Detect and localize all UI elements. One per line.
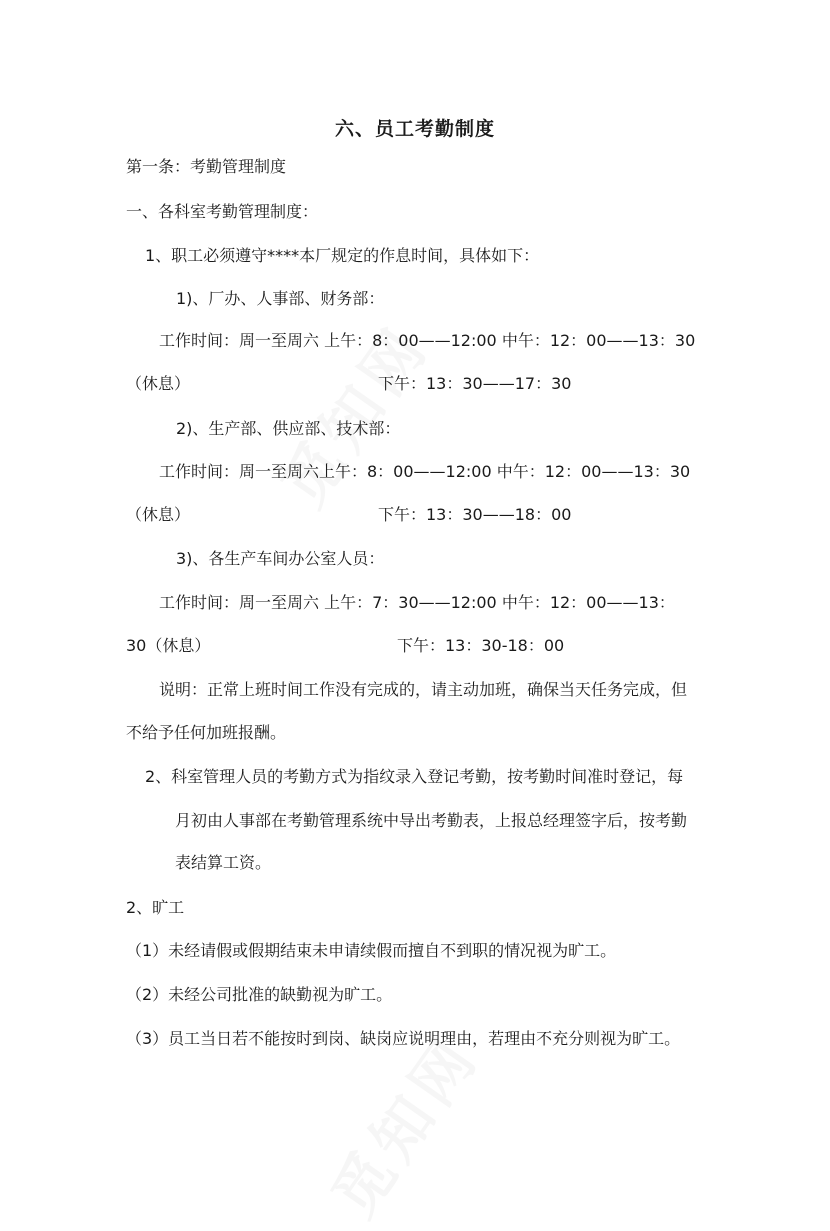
item-1: 1、职工必须遵守****本厂规定的作息时间，具体如下： [145,246,540,265]
dept2-hours: 工作时间：周一至周六上午：8：00——12:00 中午：12：00——13：30 [159,462,691,481]
absence-rule-2: （2）未经公司批准的缺勤视为旷工。 [126,985,393,1004]
dept1-label: 1)、厂办、人事部、财务部： [176,289,385,308]
absence-rule-3: （3）员工当日若不能按时到岗、缺岗应说明理由，若理由不充分则视为旷工。 [126,1029,681,1048]
dept3-label: 3)、各生产车间办公室人员： [176,549,385,568]
item-2-line-2: 月初由人事部在考勤管理系统中导出考勤表，上报总经理签字后，按考勤 [175,811,688,830]
dept1-afternoon: 下午：13：30——17：30 [378,374,572,393]
article-heading: 第一条：考勤管理制度 [126,157,287,176]
note-line-2: 不给予任何加班报酬。 [126,723,287,742]
dept3-rest: 30（休息） [126,636,211,655]
dept2-rest: （休息） [126,505,191,524]
section-heading: 一、各科室考勤管理制度： [126,202,319,221]
note-line-1: 说明：正常上班时间工作没有完成的，请主动加班，确保当天任务完成，但 [159,680,688,699]
item-2-line-1: 2、科室管理人员的考勤方式为指纹录入登记考勤，按考勤时间准时登记，每 [145,767,684,786]
dept2-label: 2)、生产部、供应部、技术部： [176,419,401,438]
dept2-afternoon: 下午：13：30——18：00 [378,505,572,524]
absence-heading: 2、旷工 [126,898,185,917]
document-title: 六、员工考勤制度 [334,118,495,140]
absence-rule-1: （1）未经请假或假期结束未申请续假而擅自不到职的情况视为旷工。 [126,941,617,960]
dept3-afternoon: 下午：13：30-18：00 [397,636,565,655]
item-2-line-3: 表结算工资。 [175,853,272,872]
dept1-rest: （休息） [126,374,191,393]
dept3-hours: 工作时间：周一至周六 上午：7：30——12:00 中午：12：00——13： [159,593,675,612]
dept1-hours: 工作时间：周一至周六 上午：8：00——12:00 中午：12：00——13：30 [159,331,696,350]
